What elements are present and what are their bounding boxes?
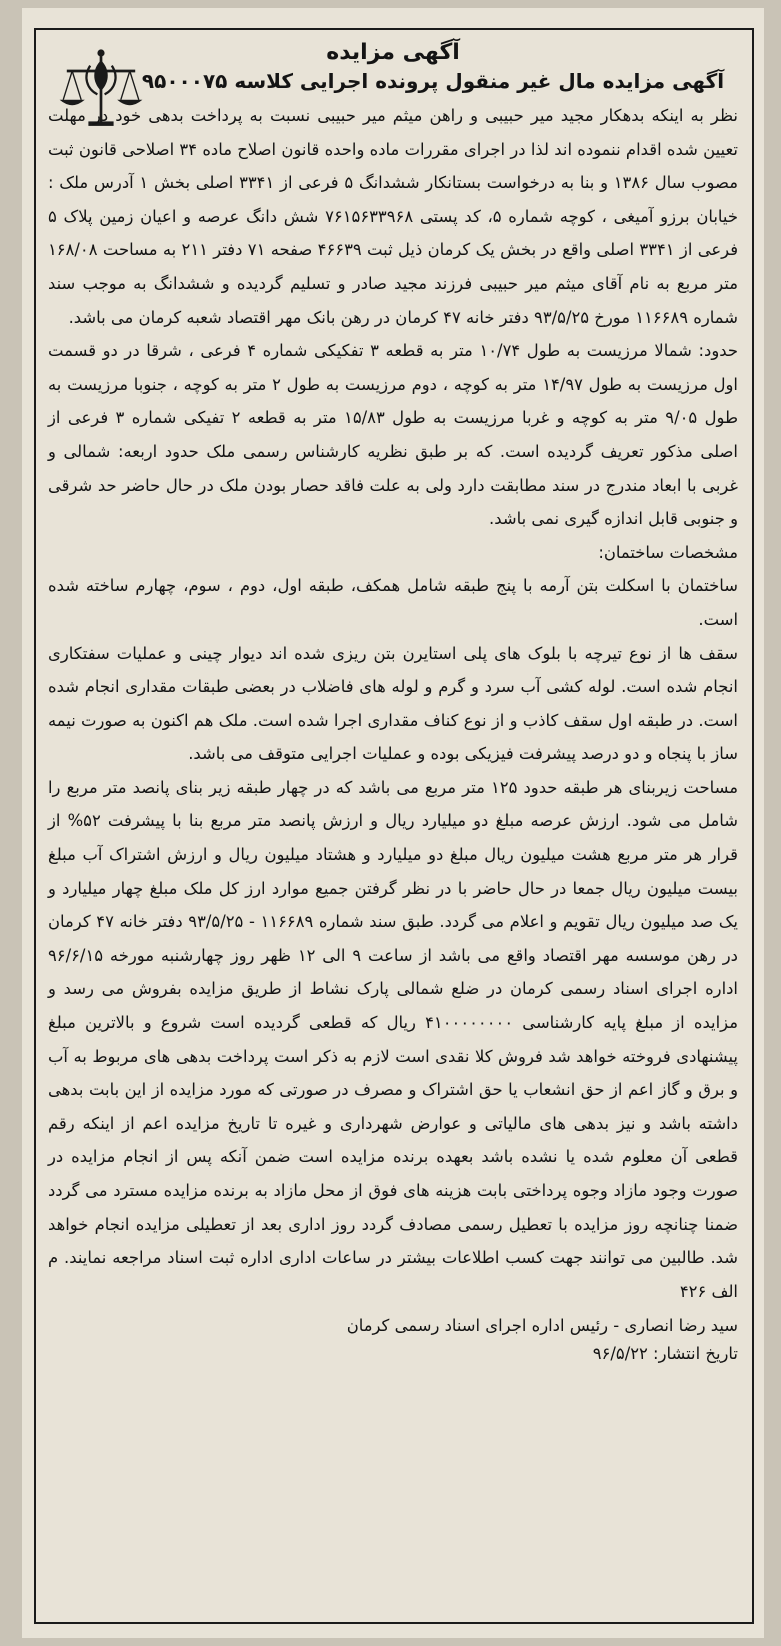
notice-title: آگهی مزایده <box>326 40 460 65</box>
boundaries-paragraph: حدود: شمالا مرزیست به طول ۱۰/۷۴ متر به قطعه ۳ تفکیکی شماره ۴ فرعی ، شرقا در دو قسمت اول مرزیست به طول ۱۴/۹۷ متر به کوچه ، دوم مرزیست به طول ۲ متر به کوچه ، جنوبا مرزیست به طول ۹/۰۵ متر به کوچه و غربا مرزیست به طول ۱۵/۸۳ متر به قطعه ۲ تفیکی شماره ۳ فرعی از اصلی مذکور تعریف گردیده است. که بر طبق نظریه کارشناس رسمی ملک حدود اربعه: شمالی و غربی با ابعاد مندرج در سند مطابقت دارد ولی به علت فاقد حصار بودن ملک در حال حاضر حد شرقی و جنوبی قابل اندازه گیری نمی باشد. <box>48 341 739 529</box>
building-paragraph-1: ساختمان با اسکلت بتن آرمه با پنج طبقه شامل همکف، طبقه اول، دوم ، سوم، چهارم ساخته شده است. <box>48 576 738 629</box>
building-paragraph-2: سقف ها از نوع تیرچه با بلوک های پلی استایرن بتن ریزی شده اند دیوار چینی و عملیات سفتکاری انجام شده است. لوله کشی آب سرد و گرم و لوله های فاضلاب در بعضی طبقات مقداری انجام شده است. در طبقه اول سقف کاذب و از نوع کناف مقداری اجرا شده است. ملک هم اکنون به صورت نیمه ساز با پنجاه و دو درصد پیشرفت فیزیکی بوده و عملیات اجرایی متوقف می باشد. <box>48 643 738 764</box>
notice-subtitle: آگهی مزایده مال غیر منقول پرونده اجرایی کلاسه ۹۵۰۰۰۷۵ <box>141 69 725 93</box>
newspaper-clipping <box>22 8 764 1638</box>
publish-date: تاریخ انتشار: ۹۶/۵/۲۲ <box>592 1344 738 1364</box>
signature: سید رضا انصاری - رئیس اداره اجرای اسناد رسمی کرمان <box>346 1316 738 1336</box>
building-heading: مشخصات ساختمان: <box>598 542 738 562</box>
valuation-paragraph: مساحت زیربنای هر طبقه حدود ۱۲۵ متر مربع می باشد که در چهار طبقه زیر بنای پانصد متر مربع را شامل می شود. ارزش عرصه مبلغ دو میلیارد ریال و ارزش پانصد متر مربع بنا با پیشرفت ۵۲% از قرار هر متر مربع هشت میلیون ریال مبلغ دو میلیارد و هشتاد میلیون ریال و ارزش اشتراک آب مبلغ بیست میلیون ریال جمعا در حال حاضر با در نظر گرفتن جمیع موارد ارز کل ملک مبلغ چهار میلیارد و یک صد میلیون ریال تقویم و اعلام می گردد. طبق سند شماره ۱۱۶۶۸۹ - ۹۳/۵/۲۵ دفتر خانه ۴۷ کرمان در رهن موسسه مهر اقتصاد واقع می باشد از ساعت ۹ الی ۱۲ ظهر روز چهارشنبه مورخه ۹۶/۶/۱۵ اداره اجرای اسناد رسمی کرمان در ضلع شمالی پارک نشاط از طریق مزایده بفروش می رسد و مزایده از مبلغ پایه کارشناسی ۴۱۰۰۰۰۰۰۰۰ ریال که قطعی گردیده است شروع و بالاترین مبلغ پیشنهادی فروخته خواهد شد فروش کلا نقدی است لازم به ذکر است پرداخت بدهی های مربوط به آب و برق و گاز اعم از حق انشعاب یا حق اشتراک و مصرف در صورتی که مورد مزایده از این بابت بدهی داشته باشد و نیز بدهی های مالیاتی و عوارض شهرداری و غیره تا تاریخ مزایده اعم از اینکه رقم قطعی آن معلوم شده یا نشده باشد بعهده برنده مزایده است ضمن آنکه پس از انجام مزایده در صورت وجود مازاد وجوه پرداختی بابت هزینه های فوق از محل مازاد به برنده مزایده مسترد می گردد ضمنا چنانچه روز مزایده با تعطیل رسمی مصادف گردد روز اداری بعد از تعطیلی مزایده انجام خواهد شد. طالبین می توانند جهت کسب اطلاعات بیشتر در ساعات اداری اداره ثبت اسناد مراجعه نمایند. م الف ۴۲۶ <box>48 777 739 1301</box>
intro-paragraph: نظر به اینکه بدهکار مجید میر حبیبی و راهن میثم میر حبیبی نسبت به پرداخت بدهی خود در مهلت تعیین شده اقدام ننموده اند لذا در اجرای مقررات ماده واحده قانون اصلاح ماده ۳۴ اصلاحی قانون ثبت مصوب سال ۱۳۸۶ و بنا به درخواست بستانکار ششدانگ ۵ فرعی از ۳۳۴۱ اصلی بخش ۱ آدرس ملک : خیابان برزو آمیغی ، کوچه شماره ۵، کد پستی ۷۶۱۵۶۳۳۹۶۸ شش دانگ عرصه و اعیان زمین پلاک ۵ فرعی از ۳۳۴۱ اصلی واقع در بخش یک کرمان ذیل ثبت ۴۶۶۳۹ صفحه ۷۱ دفتر ۲۱۱ به مساحت ۱۶۸/۰۸ متر مربع به نام آقای میثم میر حبیبی فرزند مجید صادر و تسلیم گردیده و ششدانگ به موجب سند شماره ۱۱۶۶۸۹ مورخ ۹۳/۵/۲۵ دفتر خانه ۴۷ کرمان در رهن بانک مهر اقتصاد شعبه کرمان می باشد. <box>48 106 739 327</box>
notice-content <box>48 38 738 1368</box>
notice-frame <box>34 28 754 1624</box>
